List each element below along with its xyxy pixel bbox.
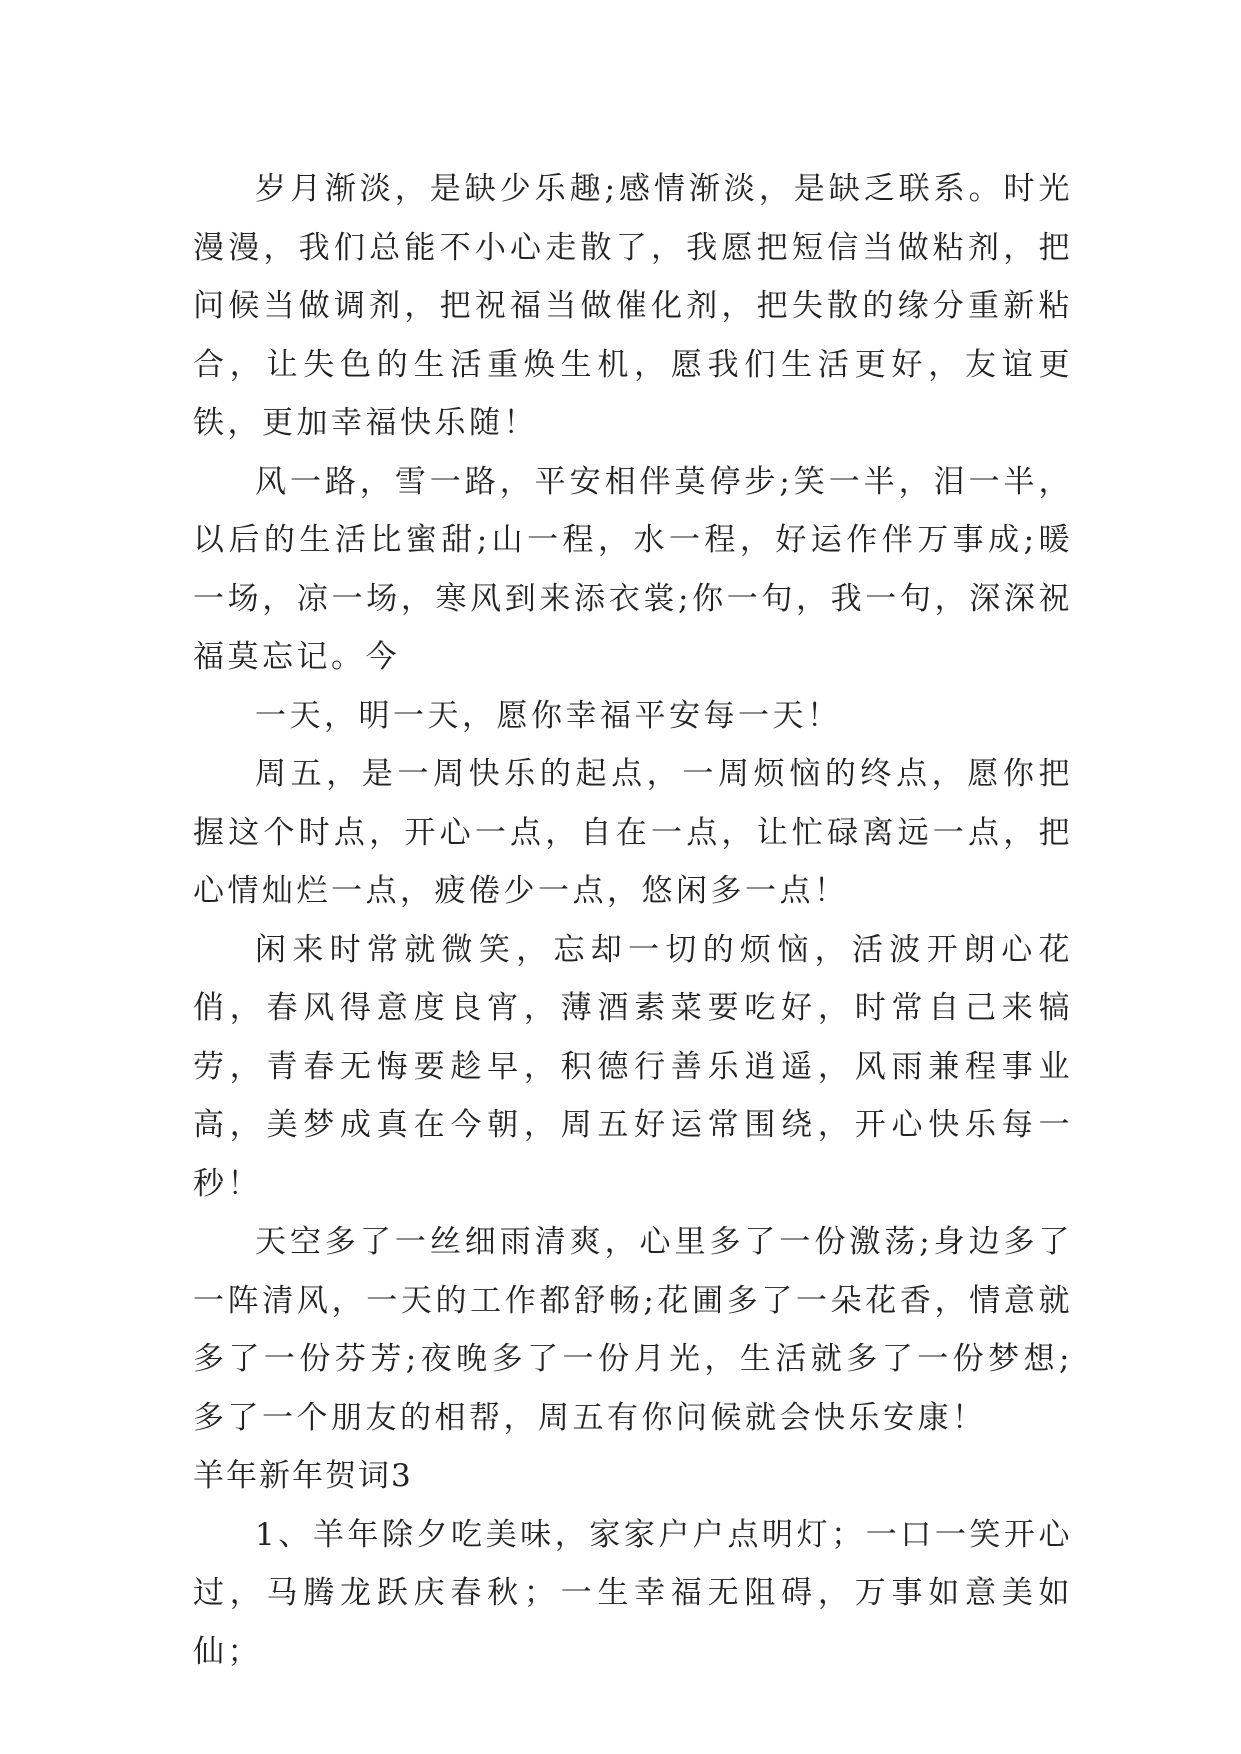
paragraph: 风一路，雪一路，平安相伴莫停步;笑一半，泪一半，以后的生活比蜜甜;山一程，水一程，好运作伴万事成;暖一场，凉一场，寒风到来添衣裳;你一句，我一句，深深祝福莫忘记。今 [193,463,1073,675]
paragraph: 1、羊年除夕吃美味，家家户户点明灯；一口一笑开心过，马腾龙跃庆春秋；一生幸福无阻碍，万事如意美如仙； [193,1516,1073,1670]
section-heading: 羊年新年贺词3 [193,1458,413,1494]
paragraph: 周五，是一周快乐的起点，一周烦恼的终点，愿你把握这个时点，开心一点，自在一点，让忙碌离远一点，把心情灿烂一点，疲倦少一点，悠闲多一点！ [193,756,1073,909]
paragraph: 一天，明一天，愿你幸福平安每一天！ [255,697,842,734]
paragraph: 闲来时常就微笑，忘却一切的烦恼，活波开朗心花俏，春风得意度良宵，薄酒素菜要吃好，时常自己来犒劳，青春无悔要趁早，积德行善乐逍遥，风雨兼程事业高，美梦成真在今朝，周五好运常围绕，开心快乐每一秒！ [193,931,1073,1202]
paragraph: 岁月渐淡，是缺少乐趣;感情渐淡，是缺乏联系。时光漫漫，我们总能不小心走散了，我愿把短信当做粘剂，把问候当做调剂，把祝福当做催化剂，把失散的缘分重新粘合，让失色的生活重焕生机，愿我们生活更好，友谊更铁，更加幸福快乐随！ [193,171,1073,441]
paragraph: 天空多了一丝细雨清爽，心里多了一份激荡;身边多了一阵清风，一天的工作都舒畅;花圃多了一朵花香，情意就多了一份芬芳;夜晚多了一份月光，生活就多了一份梦想;多了一个朋友的相帮，周五有你问候就会快乐安康！ [193,1224,1073,1436]
document-body [193,160,1073,1681]
